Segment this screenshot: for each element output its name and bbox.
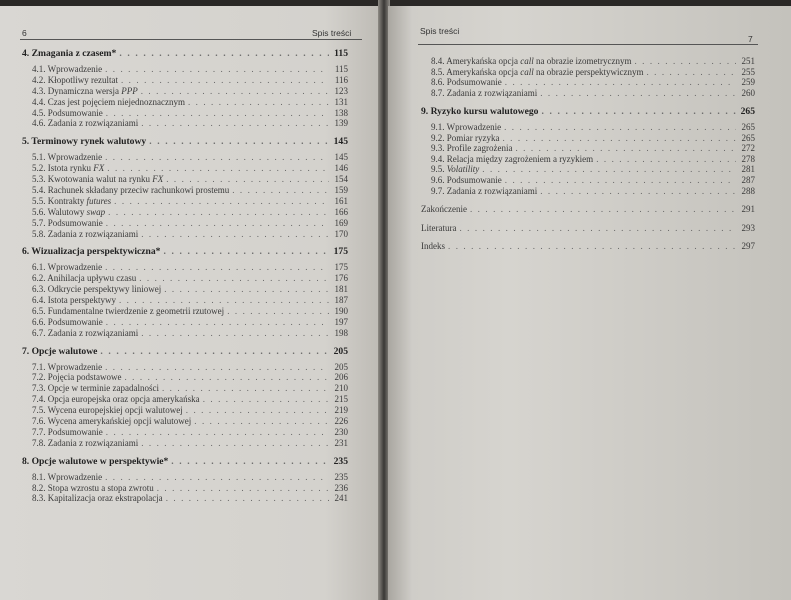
entry-title [22,493,163,503]
toc-entry [421,133,755,143]
entry-title-part: 8.3. Kapitalizacja oraz ekstrapolacja [32,493,163,504]
leader-dots [502,133,736,143]
entry-page-number: 231 [334,437,348,448]
toc-chapter [22,346,348,357]
entry-title-part: 6.7. Zadania z rozwiązaniami [32,327,139,338]
entry-title [421,67,643,77]
toc-entry [421,143,755,153]
toc-entry [22,362,348,372]
entry-title-part: 5.2. Istota rynku [32,163,94,174]
toc-entry [22,75,348,85]
entry-title-part: 8. Opcje walutowe w perspektywie* [22,455,169,467]
toc-entry [22,86,348,96]
entry-title-part: 5.6. Walutowy [32,206,87,217]
entry-title-part: 9.6. Podsumowanie [431,175,502,185]
entry-page-number: 215 [334,394,348,405]
entry-title [22,273,136,283]
entry-page-number: 288 [741,185,755,196]
entry-title-part: 9. Ryzyko kursu walutowego [421,106,539,118]
entry-page-number: 170 [334,228,348,239]
entry-page-number: 260 [741,87,755,98]
leader-dots [540,186,736,196]
toc-entry [22,174,348,184]
entry-page-number: 291 [741,204,755,215]
entry-title [22,207,105,217]
leader-dots [106,427,329,437]
entry-title [22,136,146,147]
entry-page-number: 175 [334,262,348,273]
entry-title-part: 7. Opcje walutowe [22,345,98,357]
entry-title [22,185,229,195]
page-number: 6 [22,28,27,38]
entry-title [22,262,102,272]
entry-title-part: 9.4. Relacja między zagrożeniem a ryzykiem [431,153,594,164]
leader-dots [515,143,736,153]
entry-title-part: 7.7. Podsumowanie [32,426,103,437]
leader-dots [164,284,329,294]
entry-title [421,164,479,174]
leader-dots [504,122,736,132]
leader-dots [227,306,329,316]
header-rule [418,44,758,45]
leader-dots [194,416,329,426]
entry-title [22,152,102,162]
entry-title-part: na obrazie izometrycznym [533,56,632,66]
entry-title [22,295,116,305]
entry-page-number: 230 [334,426,348,437]
entry-title-part: 4.5. Podsumowanie [32,107,103,118]
toc-entry [421,56,755,66]
entry-title [22,483,154,493]
entry-title [22,405,183,415]
entry-title-part: 7.3. Opcje w terminie zapadalności [32,383,159,394]
entry-page-number: 181 [334,284,348,295]
entry-title [421,143,512,153]
entry-title [22,472,102,482]
toc-chapter [421,106,755,117]
toc-entry [22,493,348,503]
leader-dots [100,346,329,357]
left-page [0,6,382,600]
running-head: Spis treści [312,28,352,38]
entry-title-part: call [520,56,534,66]
entry-title [22,218,103,228]
entry-title [421,88,537,98]
toc-entry [22,317,348,327]
leader-dots [157,483,329,493]
entry-title-part: Volatility [446,164,480,175]
entry-title-part: 5.8. Zadania z rozwiązaniami [32,228,139,239]
entry-title-part: 9.5. [431,164,447,175]
entry-page-number: 115 [334,63,348,74]
leader-dots [105,472,329,482]
entry-page-number: 206 [334,372,348,383]
toc-entry [22,163,348,173]
entry-title-part: 7.8. Zadania z rozwiązaniami [32,437,139,448]
entry-title [22,306,224,316]
toc-entry [421,164,755,174]
entry-page-number: 236 [334,482,348,493]
leader-dots [106,218,329,228]
entry-page-number: 235 [333,455,348,467]
leader-dots [106,317,329,327]
entry-title-part: call [520,66,534,77]
toc-entry [22,273,348,283]
toc-entry [22,394,348,404]
entry-title-part: 6.3. Odkrycie perspektywy liniowej [32,284,162,295]
page-number: 7 [748,34,753,44]
entry-title-part: 7.4. Opcja europejska oraz opcja amerykańska [32,394,200,405]
entry-page-number: 146 [334,163,348,174]
toc-entry [22,483,348,493]
entry-page-number: 281 [741,164,755,175]
toc-entry [22,438,348,448]
toc-entry [22,472,348,482]
entry-title [22,196,111,206]
entry-title-part: 8.7. Zadania z rozwiązaniami [431,87,538,98]
leader-dots [646,67,736,77]
entry-page-number: 190 [334,305,348,316]
toc-entry [22,383,348,393]
leader-dots [141,86,329,96]
entry-page-number: 115 [334,48,348,59]
entry-title [22,317,103,327]
leader-dots [162,383,329,393]
entry-title [421,204,467,214]
entry-title-part: 8.6. Podsumowanie [431,77,502,88]
leader-dots [105,262,329,272]
leader-dots [108,207,329,217]
leader-dots [448,241,736,251]
leader-dots [634,56,736,66]
entry-page-number: 176 [334,273,348,284]
toc-entry [22,108,348,118]
leader-dots [163,246,329,257]
entry-page-number: 219 [334,405,348,416]
entry-title-part: 7.2. Pojęcia podstawowe [32,372,122,383]
entry-title-part: futures [86,195,112,206]
entry-title-part: 6.5. Fundamentalne twierdzenie z geometrii rzutowej [32,305,225,316]
entry-page-number: 297 [741,241,755,252]
leader-dots [141,229,329,239]
entry-title-part: 9.3. Profile zagrożenia [431,143,513,154]
toc-entry [421,67,755,77]
toc-entry [22,185,348,195]
toc-entry [22,262,348,272]
entry-title-part: 5. Terminowy rynek walutowy [22,136,147,148]
entry-title-part: 6.4. Istota perspektywy [32,295,116,305]
entry-page-number: 293 [741,222,755,233]
toc-entry [22,196,348,206]
leader-dots [141,438,329,448]
leader-dots [119,295,329,305]
entry-page-number: 205 [333,345,348,357]
toc-chapter [22,48,348,59]
toc-entry [22,152,348,162]
entry-page-number: 169 [334,217,348,228]
entry-page-number: 175 [333,246,348,258]
toc-entry [421,186,755,196]
entry-page-number: 235 [334,471,348,482]
entry-title-part: 6.2. Anihilacja upływu czasu [32,273,137,284]
entry-title [421,223,456,233]
toc-entry [22,306,348,316]
entry-title-part: 6.6. Podsumowanie [32,316,103,327]
entry-title [421,106,538,117]
entry-title-part: swap [86,206,106,217]
toc-entry [22,97,348,107]
entry-title [22,394,200,404]
leader-dots [141,328,329,338]
leader-dots [505,175,736,185]
entry-title [22,97,185,107]
entry-page-number: 187 [334,295,348,305]
toc-chapter [22,136,348,147]
entry-title [22,163,104,173]
toc-entry [421,223,755,233]
toc-entry [421,175,755,185]
entry-page-number: 226 [334,416,348,426]
entry-title-part: 4.6. Zadania z rozwiązaniami [32,118,139,129]
leader-dots [166,493,329,503]
entry-title-part: 5.3. Kwotowania walut na rynku [32,174,153,184]
leader-dots [119,48,329,59]
entry-page-number: 287 [741,175,755,185]
entry-title-part: Zakończenie [421,204,467,215]
toc-chapter [22,246,348,257]
entry-page-number: 241 [334,493,348,504]
entry-title-part: 9.7. Zadania z rozwiązaniami [431,185,538,196]
entry-title [22,438,138,448]
entry-page-number: 123 [334,85,348,96]
entry-title [22,246,160,257]
leader-dots [139,273,329,283]
entry-page-number: 265 [740,106,755,118]
entry-page-number: 145 [333,136,348,148]
entry-title-part: 8.5. Amerykańska opcja [431,66,521,77]
entry-title [22,456,168,467]
entry-page-number: 205 [334,361,348,372]
entry-title [22,328,138,338]
toc-entry [22,284,348,294]
entry-title [421,186,537,196]
toc-entry [421,204,755,214]
leader-dots [541,106,736,117]
right-page [388,6,791,600]
toc-entry [22,295,348,305]
entry-page-number: 166 [334,206,348,217]
entry-title [22,86,138,96]
leader-dots [232,185,329,195]
entry-title-part: 8.4. Amerykańska opcja [431,56,521,66]
leader-dots [124,372,329,382]
leader-dots [166,174,329,184]
entry-page-number: 210 [334,383,348,394]
header-rule [20,39,362,40]
entry-page-number: 265 [741,132,755,143]
toc-entry [421,241,755,251]
toc-entry [22,427,348,437]
leader-dots [171,456,329,467]
entry-title-part: 7.6. Wycena amerykańskiej opcji walutowej [32,416,192,426]
entry-title [22,108,103,118]
toc-entry [22,405,348,415]
entry-title [421,241,445,251]
leader-dots [482,164,736,174]
entry-page-number: 197 [334,316,348,327]
leader-dots [106,108,329,118]
leader-dots [107,163,329,173]
entry-page-number: 154 [334,174,348,184]
entry-title [22,229,138,239]
entry-title [22,48,116,59]
entry-title [22,284,161,294]
toc-entry [22,64,348,74]
entry-title [421,77,502,87]
entry-title [22,75,118,85]
entry-page-number: 265 [741,122,755,132]
entry-title [22,346,97,357]
entry-title [22,174,163,184]
entry-page-number: 138 [334,107,348,118]
leader-dots [470,204,736,214]
entry-title [421,175,502,185]
leader-dots [105,362,329,372]
entry-title-part: 8.1. Wprowadzenie [32,471,103,482]
entry-title [421,154,593,164]
entry-title-part: 4.3. Dynamiczna wersja [32,85,122,96]
entry-title-part: Indeks [421,241,445,252]
entry-title-part: 4.2. Kłopotliwy rezultat [32,74,118,85]
entry-title-part: 5.7. Podsumowanie [32,217,103,228]
entry-page-number: 251 [741,56,755,66]
entry-page-number: 139 [334,118,348,129]
leader-dots [505,77,736,87]
leader-dots [105,152,329,162]
entry-title-part: 5.5. Kontrakty [32,195,87,206]
entry-page-number: 145 [334,152,348,163]
entry-page-number: 131 [334,96,348,107]
entry-page-number: 259 [741,77,755,88]
entry-page-number: 198 [334,327,348,338]
toc-entry [22,229,348,239]
entry-title-part: 9.2. Pomiar ryzyka [431,132,500,143]
entry-title-part: 9.1. Wprowadzenie [431,122,502,132]
entry-title [22,362,102,372]
leader-dots [540,88,736,98]
entry-title-part: 6.1. Wprowadzenie [32,262,103,273]
entry-title-part: 6. Wizualizacja perspektywiczna* [22,246,161,258]
entry-title-part: 5.1. Wprowadzenie [32,152,103,163]
toc-chapter [22,456,348,467]
leader-dots [149,136,329,147]
entry-page-number: 255 [741,66,755,77]
entry-title [22,372,121,382]
entry-title-part: PPP [121,85,138,96]
toc-entry [22,372,348,382]
leader-dots [459,223,736,233]
entry-page-number: 159 [334,184,348,195]
entry-title [421,133,499,143]
leader-dots [596,154,736,164]
toc-entry [22,207,348,217]
toc-entry [22,218,348,228]
leader-dots [203,394,329,404]
entry-title [421,56,631,66]
entry-title-part: 7.1. Wprowadzenie [32,361,103,372]
toc-entry [22,328,348,338]
leader-dots [188,97,329,107]
leader-dots [105,64,329,74]
toc-entry [421,77,755,87]
entry-title-part: 4.1. Wprowadzenie [32,63,103,74]
entry-title-part: 8.2. Stopa wzrostu a stopa zwrotu [32,482,154,493]
toc-entry [22,416,348,426]
entry-title-part: 7.5. Wycena europejskiej opcji walutowej [32,405,183,416]
entry-title [22,383,159,393]
entry-page-number: 116 [334,74,348,85]
leader-dots [186,405,329,415]
entry-title-part: FX [93,163,105,174]
entry-title-part: 4.4. Czas jest pojęciem niejednoznacznym [32,96,185,107]
entry-title-part: 4. Zmagania z czasem* [22,48,117,59]
toc-entry [22,118,348,128]
entry-page-number: 278 [741,153,755,164]
entry-title-part: FX [152,174,164,184]
entry-title-part: Literatura [421,222,457,233]
entry-title [22,416,191,426]
leader-dots [121,75,329,85]
entry-title [22,118,138,128]
entry-title [421,122,501,132]
entry-title [22,64,102,74]
entry-title-part: na obrazie perspektywicznym [533,66,644,77]
toc-entry [421,154,755,164]
entry-page-number: 272 [741,143,755,154]
toc-entry [421,88,755,98]
entry-title [22,427,103,437]
leader-dots [141,118,329,128]
running-head: Spis treści [420,26,460,36]
toc-entry [421,122,755,132]
entry-title-part: 5.4. Rachunek składany przeciw rachunkowi prostemu [32,184,230,195]
leader-dots [114,196,329,206]
entry-page-number: 161 [334,195,348,206]
